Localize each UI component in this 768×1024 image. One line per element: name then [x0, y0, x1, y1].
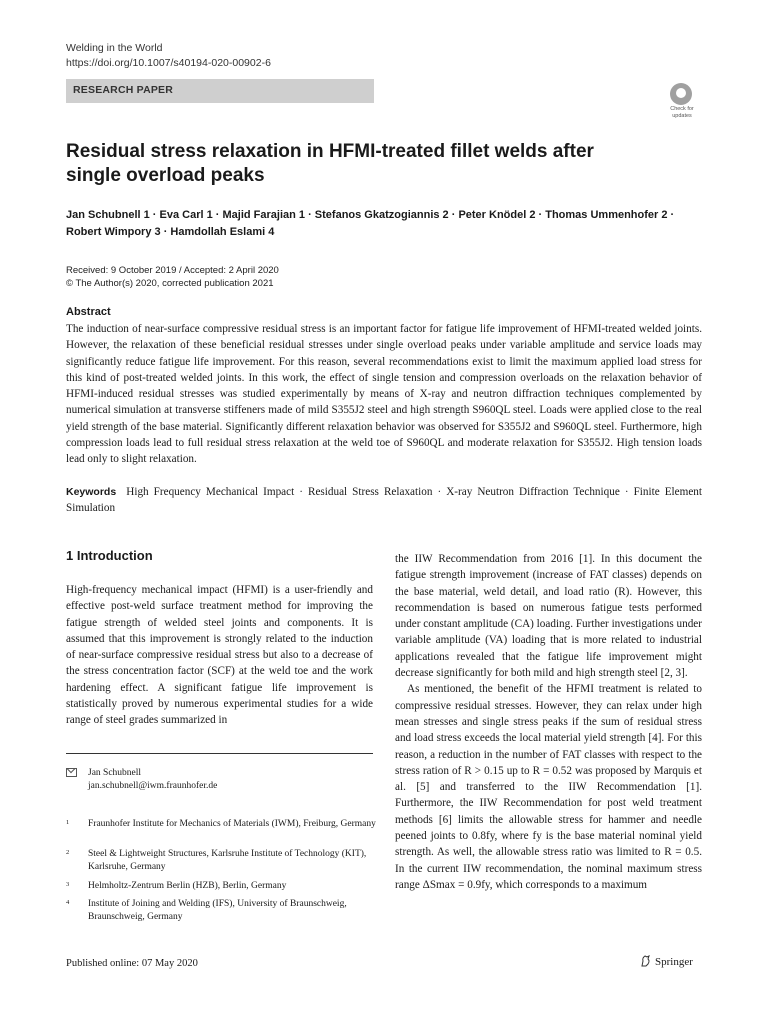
authors-line-2: Robert Wimpory 3 · Hamdollah Eslami 4 [66, 226, 275, 238]
affiliation-number: 1 [66, 819, 70, 826]
article-dates [66, 264, 279, 290]
paper-type-bar [66, 79, 374, 103]
author-list [66, 207, 706, 241]
paper-type-label: RESEARCH PAPER [73, 84, 174, 96]
journal-name: Welding in the World [66, 42, 163, 54]
keywords-label: Keywords [66, 486, 117, 498]
keywords-block [66, 484, 702, 517]
affiliation-text: Institute of Joining and Welding (IFS), University of Braunschweig, Braunschweig, Germany [88, 899, 347, 922]
intro-left-column: High-frequency mechanical impact (HFMI) is a user-friendly and effective post-weld surface treatment method for improving the fatigue strength of welded steel joints and components. It is assumed that this improvement is strongly related to the induction of near-surface compressive residual stress but also to a decrease of the stress concentration factor (SCF) at the weld toe and the work hardening effect. A significant fatigue life improvement is statistically proved by numerous experimental studies for a wide range of steel grades summarized in [66, 584, 373, 727]
intro-right-column [395, 551, 702, 893]
journal-header [66, 41, 271, 71]
corresponding-author: Jan Schubnell [88, 768, 142, 778]
affiliation-number: 3 [66, 881, 70, 888]
affiliation-text: Steel & Lightweight Structures, Karlsruhe Institute of Technology (KIT), Karlsruhe, Germany [88, 849, 367, 872]
section-heading-introduction: 1 Introduction [66, 548, 153, 563]
copyright-line: © The Author(s) 2020, corrected publication 2021 [66, 278, 274, 289]
received-accepted: Received: 9 October 2019 / Accepted: 2 April 2020 [66, 265, 279, 276]
authors-line-1: Jan Schubnell 1 · Eva Carl 1 · Majid Farajian 1 · Stefanos Gkatzogiannis 2 · Peter Knödel 2 · Thomas Ummenhofer 2 · [66, 209, 675, 221]
article-title: Residual stress relaxation in HFMI-treated fillet welds after single overload peaks [66, 141, 594, 186]
abstract-heading: Abstract [66, 306, 111, 318]
abstract-text: The induction of near-surface compressive residual stress is an important factor for fatigue life improvement of HFMI-treated welded joints. However, the relaxation of these beneficial residual stresses under single overload peaks under variable amplitude and service loads may significantly reduce fatigue life improvement. For this reason, several recommendations exist to limit the maximum applied load stress for this kind of post-treated welded joints. In this work, the effect of single tension and compression overloads on the relaxation behavior of HFMI-induced residual stresses was studied experimentally by means of X-ray and neutron diffraction techniques complemented by numerical simulation at transverse stiffeners made of mild S355J2 steel and high strength S960QL steel. Loads were applied close to the real yield strength of the base material. Significantly different relaxation behavior was observed for S355J2 and S960QL steel. Furthermore, high compression loads lead to full residual stress relaxation at the weld toe of S960QL and moderate relaxation for S355J2. High tension loads lead only to slight relaxation. [66, 323, 702, 466]
corresponding-email[interactable]: jan.schubnell@iwm.fraunhofer.de [88, 781, 218, 791]
affiliation-number: 2 [66, 849, 70, 856]
keywords-text: High Frequency Mechanical Impact · Residual Stress Relaxation · X-ray Neutron Diffraction Technique · Finite Element Simulation [66, 486, 703, 515]
publisher-logo[interactable] [640, 955, 693, 968]
crossmark-badge[interactable] [662, 83, 702, 123]
affiliation-text: Fraunhofer Institute for Mechanics of Materials (IWM), Freiburg, Germany [88, 819, 376, 829]
intro-paragraph-2: As mentioned, the benefit of the HFMI treatment is related to compressive residual stresses. However, they can relax under high mean stresses and single stress peaks if the sum of residual stress and load stress exceeds the local material yield strength [4]. For this reason, a reduction in the number of FAT classes with respect to the stress ration of R > 0.15 up to R = 0.52 was proposed by Marquis et al. [5] and transferred to the IIW Recommendation [1]. Furthermore, the IIW Recommendation for post weld treatment methods [6] limits the allowable stress for hammer and needle peened joints to 0.8fy, where fy is the base material nominal yield strength. As well, the allowable stress ratio was limited to R = 0.5. In the current IIW recommendation, the nominal maximum stress range ΔSmax = 0.9fy, which corresponds to a maximum [395, 683, 702, 891]
footnote-divider [66, 753, 373, 754]
affiliation-number: 4 [66, 899, 70, 906]
intro-paragraph-1: the IIW Recommendation from 2016 [1]. In this document the fatigue strength improvement (increase of FAT classes) depends on the base material, weld detail, and load ratio (R). However, this recommendation is based on numerous fatigue tests performed under constant amplitude (CA) loading. Further investigations under variable amplitude (VA) loading that is more related to industrial applications revealed that the fatigue life improvement might decrease significantly for both mild and high strength steel [2, 3]. [395, 553, 702, 680]
springer-horse-icon [640, 955, 651, 967]
envelope-icon [66, 768, 77, 777]
crossmark-label: Check for updates [670, 106, 694, 119]
published-online: Published online: 07 May 2020 [66, 958, 198, 969]
crossmark-icon [670, 83, 692, 105]
publisher-name: Springer [655, 956, 693, 968]
doi-link[interactable]: https://doi.org/10.1007/s40194-020-00902-6 [66, 57, 271, 69]
affiliation-text: Helmholtz-Zentrum Berlin (HZB), Berlin, Germany [88, 881, 287, 891]
